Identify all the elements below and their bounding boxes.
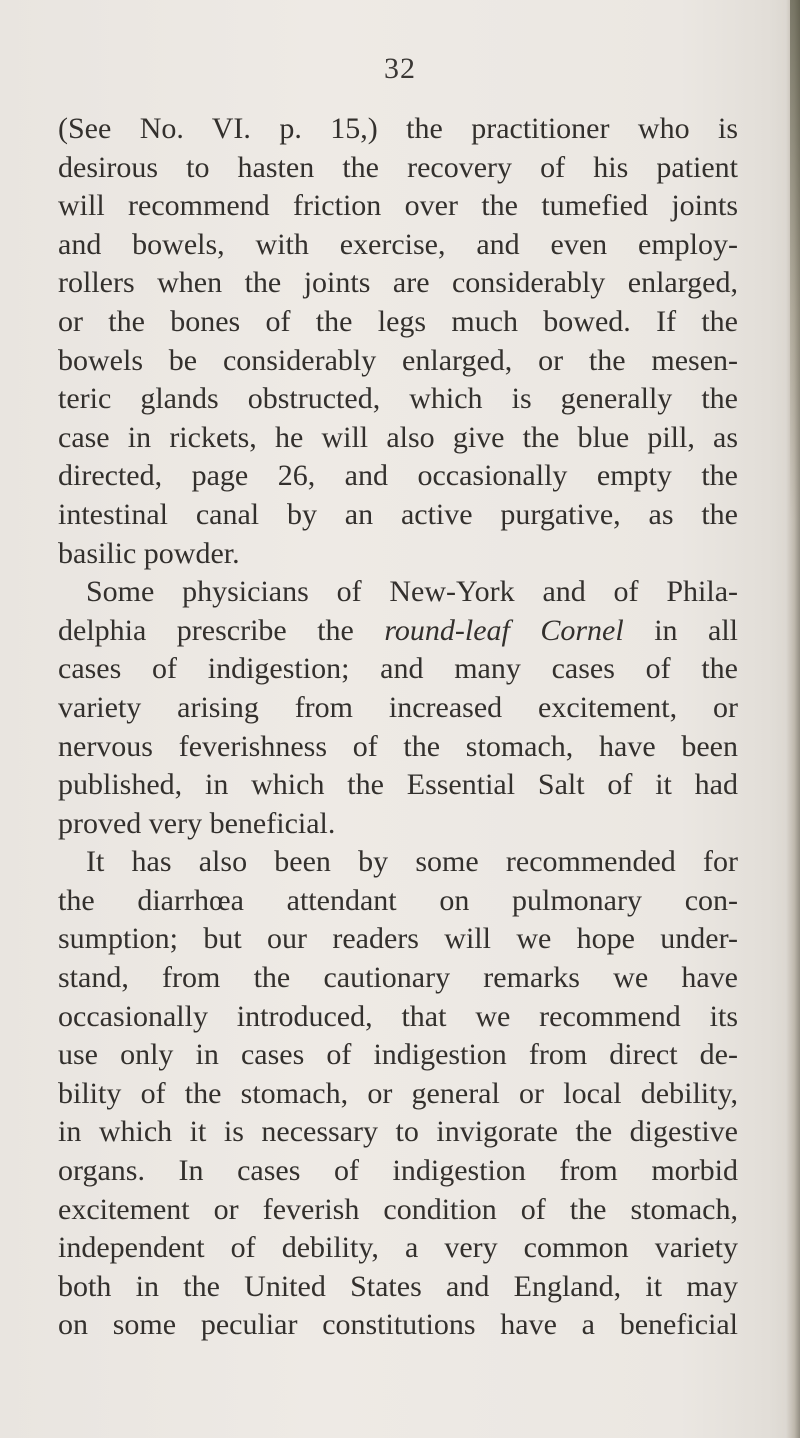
- text-line: bility of the stomach, or general or local debility,: [58, 1076, 738, 1110]
- text-line: cases of indigestion; and many cases of the: [58, 652, 738, 686]
- text-line: teric glands obstructed, which is generally the: [58, 382, 738, 416]
- italic-plant-name: round-leaf Cornel: [384, 613, 624, 647]
- text-line: on some peculiar constitutions have a beneficial: [58, 1308, 738, 1342]
- text-line: It has also been by some recommended for: [86, 845, 738, 879]
- page-number: 32: [384, 52, 416, 85]
- text-line: proved very beneficial.: [58, 806, 336, 840]
- text-line: intestinal canal by an active purgative, as the: [58, 497, 738, 531]
- text-line: published, in which the Essential Salt of it had: [58, 768, 738, 802]
- text-line-with-italic: [58, 612, 738, 651]
- text-line: rollers when the joints are considerably enlarged,: [58, 266, 738, 300]
- text-line: stand, from the cautionary remarks we have: [58, 961, 738, 995]
- text-line: variety arising from increased excitement, or: [58, 690, 738, 724]
- text-line: nervous feverishness of the stomach, have been: [58, 729, 738, 763]
- text-line: directed, page 26, and occasionally empty the: [58, 459, 738, 493]
- text-line: or the bones of the legs much bowed. If the: [58, 304, 738, 338]
- text-line: basilic powder.: [58, 536, 240, 570]
- text-line: desirous to hasten the recovery of his patient: [58, 150, 738, 184]
- body-text: [58, 110, 738, 1345]
- text-line: excitement or feverish condition of the stomach,: [58, 1192, 738, 1226]
- text-fragment: in all: [654, 613, 738, 647]
- text-line: (See No. VI. p. 15,) the practitioner who is: [58, 112, 738, 145]
- text-line: occasionally introduced, that we recommend its: [58, 999, 738, 1033]
- text-line: Some physicians of New-York and of Phila-: [86, 575, 738, 609]
- text-line: will recommend friction over the tumefied joints: [58, 189, 738, 223]
- text-line: independent of debility, a very common variety: [58, 1231, 738, 1265]
- text-line: in which it is necessary to invigorate the digestive: [58, 1115, 738, 1149]
- text-line: bowels be considerably enlarged, or the mesen-: [58, 343, 738, 377]
- text-line: case in rickets, he will also give the blue pill, as: [58, 420, 738, 454]
- text-line: organs. In cases of indigestion from morbid: [58, 1154, 738, 1188]
- text-line: sumption; but our readers will we hope under-: [58, 922, 738, 956]
- text-line: the diarrhœa attendant on pulmonary con-: [58, 883, 738, 917]
- text-line: use only in cases of indigestion from direct de-: [58, 1038, 738, 1072]
- text-line: and bowels, with exercise, and even employ-: [58, 227, 738, 261]
- text-line: both in the United States and England, it may: [58, 1269, 738, 1303]
- text-fragment: delphia prescribe the: [58, 613, 354, 647]
